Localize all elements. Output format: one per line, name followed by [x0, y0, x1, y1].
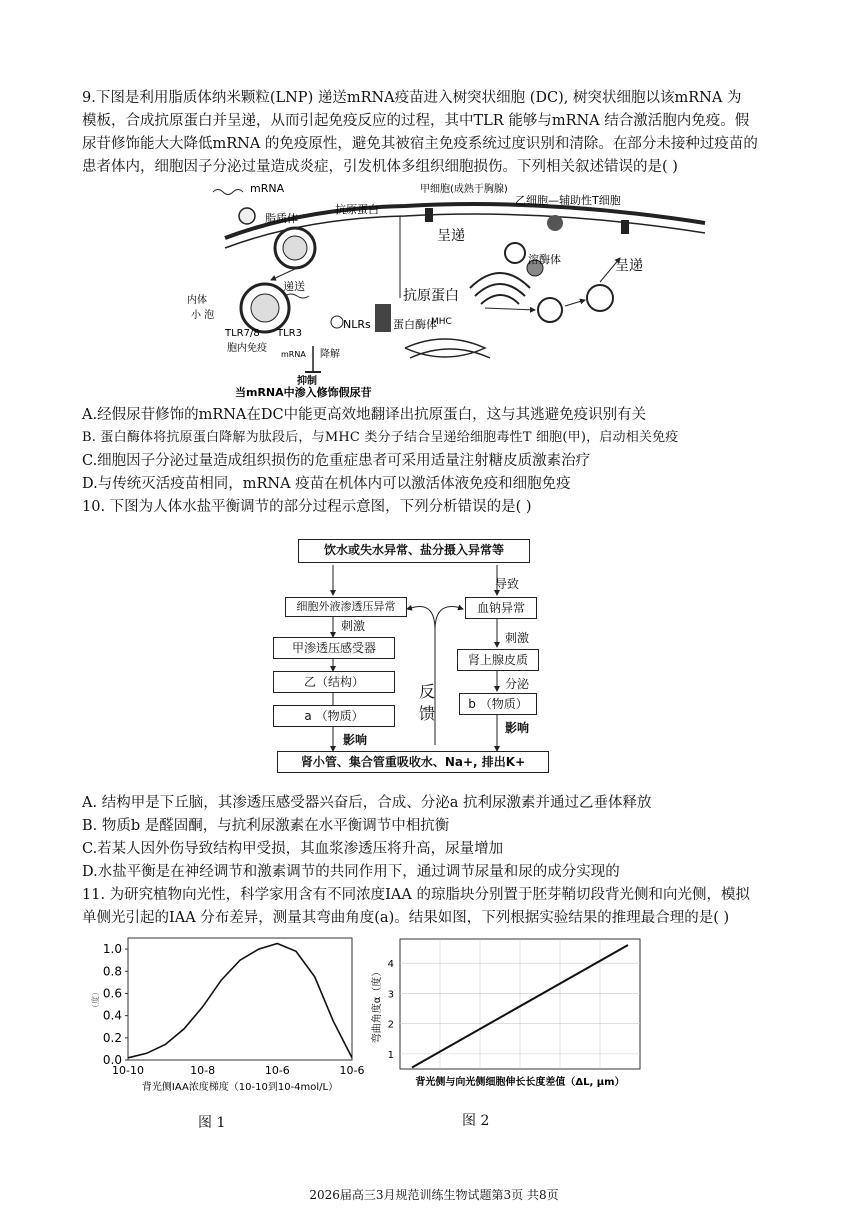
cell-b-label: 乙细胞—辅助性T细胞 — [515, 194, 621, 207]
fig2-caption: 图 2 — [462, 1113, 490, 1129]
q9-line-3: 尿苷修饰能大大降低mRNA 的免疫原性，避免其被宿主免疫系统过度识别和清除。在部分未接种过疫苗的 — [82, 136, 758, 152]
q10-stim-2-label: 刺激 — [505, 631, 530, 645]
q10-option-b: B. 物质b 是醛固酮，与抗利尿激素在水平衡调节中相抗衡 — [82, 818, 450, 834]
nlrs-label: NLRs — [343, 318, 371, 331]
antigen-protein-mid-label: 抗原蛋白 — [403, 288, 459, 304]
q9-figure-caption: 当mRNA中渗入修饰假尿苷 — [235, 386, 372, 399]
fig1-x-axis-label: 背光侧IAA浓度梯度（10-10到10-4mol/L） — [141, 1082, 339, 1093]
fig2-y-tick-label: 4 — [387, 959, 394, 971]
q10-box-left-1: 细胞外液渗透压异常 — [285, 597, 407, 617]
q10-feedback-label: 反馈 — [419, 682, 436, 723]
fig1-y-axis-label: （度） — [91, 988, 100, 1012]
fig1-y-tick-label: 1.0 — [102, 942, 122, 957]
fig1-plot-frame — [128, 938, 352, 1060]
q9-option-c: C.细胞因子分泌过量造成组织损伤的危重症患者可采用适量注射糖皮质激素治疗 — [82, 453, 591, 469]
fig1-y-tick-label: 0.6 — [102, 986, 122, 1001]
q10-box-left-4: a （物质） — [273, 705, 395, 727]
intracellular-immunity-label: 胞内免疫 — [227, 343, 267, 354]
q10-cause-label: 导致 — [495, 577, 520, 591]
fig2-y-tick-label: 1 — [387, 1049, 394, 1061]
q11-line-2: 单侧光引起的IAA 分布差异，测量其弯曲角度(a)。结果如图，下列根据实验结果的推理最合理的是( ) — [82, 910, 730, 926]
lysosome-label: 溶酶体 — [528, 253, 561, 266]
q10-box-left-3: 乙（结构） — [273, 671, 395, 693]
q9-option-d: D.与传统灭活疫苗相同，mRNA 疫苗在机体内可以激活体液免疫和细胞免疫 — [82, 476, 571, 492]
q10-secrete-label: 分泌 — [505, 677, 530, 691]
q10-influence-1-label: 影响 — [343, 733, 368, 747]
q9-line-2: 模板，合成抗原蛋白并呈递，从而引起免疫反应的过程，其中TLR 能够与mRNA 结合激活胞内免疫。假 — [82, 113, 750, 129]
q10-option-a: A. 结构甲是下丘脑，其渗透压感受器兴奋后，合成、分泌a 抗利尿激素并通过乙垂体释放 — [82, 795, 652, 811]
fig1-x-tick-label: 10-6 — [264, 1064, 290, 1077]
mhc-label: MHC — [431, 317, 452, 327]
q10-stem: 10. 下图为人体水盐平衡调节的部分过程示意图，下列分析错误的是( ) — [82, 499, 532, 515]
q9-line-4: 患者体内，细胞因子分泌过量造成炎症，引发机体多组织细胞损伤。下列相关叙述错误的是( ) — [82, 159, 678, 175]
q10-box-top: 饮水或失水异常、盐分摄入异常等 — [298, 539, 530, 563]
q10-box-bottom: 肾小管、集合管重吸收水、Na+, 排出K+ — [277, 751, 549, 773]
fig2-y-axis-label: 弯曲角度α（度） — [372, 966, 383, 1044]
fig1-x-tick-label: 10-10 — [112, 1064, 144, 1077]
q10-diagram — [265, 535, 565, 775]
q10-box-right-3: b （物质） — [459, 693, 537, 715]
deliver-label: 递送 — [283, 280, 305, 293]
fig2-x-axis-label: 背光侧与向光侧细胞伸长长度差值（ΔL, μm） — [415, 1077, 625, 1088]
present-2-label: 呈递 — [615, 258, 643, 274]
q10-box-right-1: 血钠异常 — [465, 597, 537, 619]
fig1-x-tick-label: 10-6 — [339, 1064, 365, 1077]
tlr78-label: TLR7/8 — [225, 328, 260, 339]
inhibit-label: 抑制 — [297, 376, 317, 387]
q9-line-1: 9.下图是利用脂质体纳米颗粒(LNP) 递送mRNA疫苗进入树突状细胞 (DC), 树突状细胞以该mRNA 为 — [82, 90, 742, 106]
q10-box-left-2: 甲渗透压感受器 — [273, 637, 395, 659]
fig1-caption: 图 1 — [198, 1115, 226, 1131]
q11-line-1: 11. 为研究植物向光性，科学家用含有不同浓度IAA 的琼脂块分别置于胚芽鞘切段背光侧和向光侧，模拟 — [82, 887, 750, 903]
fig1-y-tick-label: 0.0 — [102, 1053, 122, 1067]
fig1-y-tick-label: 0.2 — [102, 1030, 122, 1045]
q9-figure — [185, 178, 715, 400]
q10-stim-1-label: 刺激 — [341, 619, 366, 633]
q10-option-c: C.若某人因外伤导致结构甲受损，其血浆渗透压将升高，尿量增加 — [82, 841, 504, 857]
fig2-y-tick-label: 3 — [387, 989, 394, 1001]
fig2-y-tick-label: 2 — [387, 1019, 394, 1031]
proteasome-label: 蛋白酶体 — [393, 318, 437, 331]
present-1-label: 呈递 — [437, 228, 465, 244]
tlr3-label: TLR3 — [277, 328, 302, 339]
endosome-label: 内体 — [187, 295, 207, 306]
page-footer: 2026届高三3月规范训练生物试题第3页 共8页 — [309, 1188, 559, 1202]
mrna-label: mRNA — [250, 182, 285, 195]
mrna-small-label: mRNA — [281, 350, 306, 359]
fig2-chart — [370, 935, 660, 1095]
fig1-y-tick-label: 0.4 — [102, 1008, 122, 1023]
fig1-chart — [90, 930, 370, 1095]
fig1-y-tick-label: 0.8 — [102, 964, 122, 979]
vesicle-label: 小 泡 — [191, 310, 215, 321]
fig1-x-tick-label: 10-8 — [190, 1064, 216, 1077]
cell-a-label: 甲细胞(成熟于胸腺) — [420, 184, 508, 195]
q9-option-a: A.经假尿苷修饰的mRNA在DC中能更高效地翻译出抗原蛋白，这与其逃避免疫识别有关 — [82, 407, 647, 423]
antigen-protein-top-label: 抗原蛋白 — [335, 203, 379, 216]
q10-influence-2-label: 影响 — [505, 721, 530, 735]
q9-option-b: B. 蛋白酶体将抗原蛋白降解为肽段后，与MHC 类分子结合呈递给细胞毒性T 细胞(甲)，启动相关免疫 — [82, 430, 679, 445]
degrade-label: 降解 — [320, 349, 340, 360]
q10-option-d: D.水盐平衡是在神经调节和激素调节的共同作用下，通过调节尿量和尿的成分实现的 — [82, 864, 620, 880]
liposome-label: 脂质体 — [265, 212, 298, 225]
q10-box-right-2: 肾上腺皮质 — [457, 649, 539, 671]
